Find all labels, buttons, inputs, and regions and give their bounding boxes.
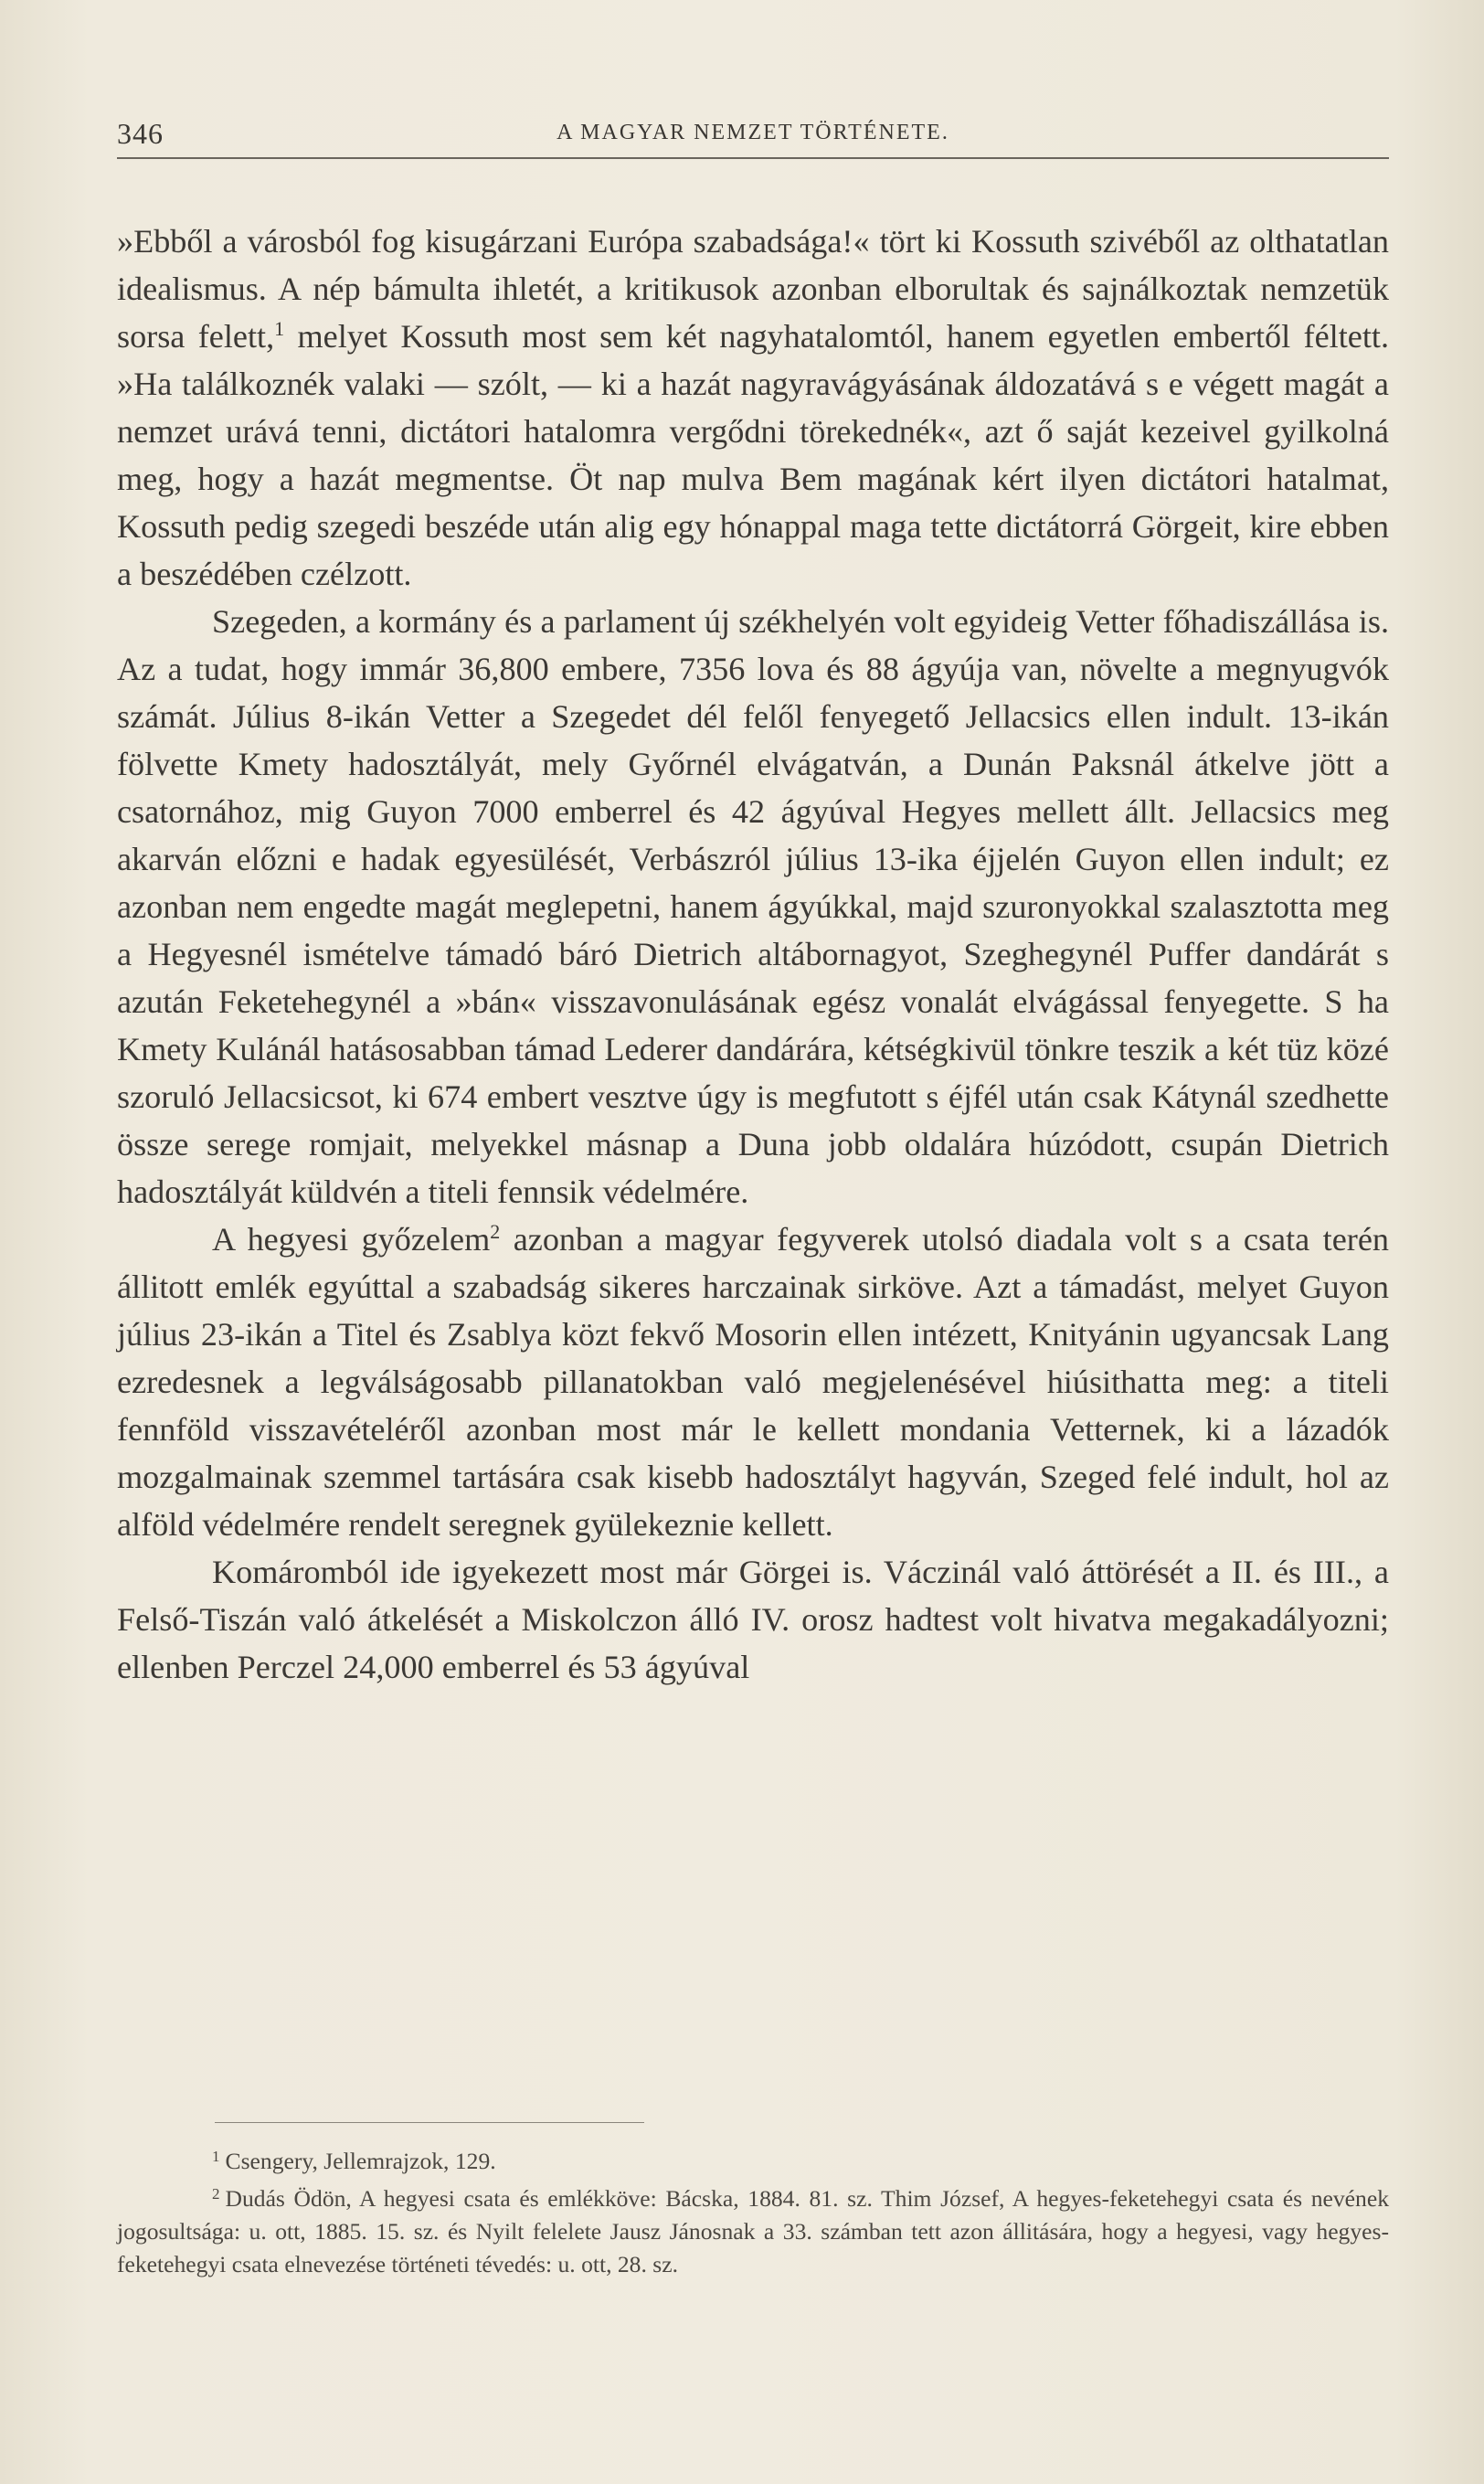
footnote-1-mark: 1 <box>212 2148 220 2165</box>
running-header <box>117 117 1389 159</box>
paragraph-3 <box>117 1215 1389 1548</box>
paragraph-4: Komáromból ide igyekezett most már Görgei is. Váczinál való áttörését a II. és III., a Felső-Tiszán való átkelését a Miskolczon álló IV. orosz hadtest volt hivatva megakadályozni; ellenben Perczel 24,000 emberrel és 53 ágyúval <box>117 1554 1389 1685</box>
paragraph-1 <box>117 218 1389 598</box>
paragraph-1-text-b: melyet Kossuth most sem két nagyhatalomtól, hanem egyetlen embertől féltett. »Ha találkoznék valaki — szólt, — ki a hazát nagyravágyásának áldozatává s e végett magát a nemzet urává tenni, dictátori hatalomra vergődni törekednék«, azt ő saját kezeivel gyilkolná meg, hogy a hazát megmentse. Öt nap mulva Bem magának kért ilyen dictátori hatalmat, Kossuth pedig szegedi beszéde után alig egy hónappal maga tette dictátorrá Görgeit, kire ebben a beszédében czélzott. <box>117 318 1389 592</box>
running-title: A MAGYAR NEMZET TÖRTÉNETE. <box>556 121 949 144</box>
footnote-1-text: Csengery, Jellemrajzok, 129. <box>225 2148 496 2174</box>
footnote-2-text: Dudás Ödön, A hegyesi csata és emlékköve: Bácska, 1884. 81. sz. Thim József, A hegyes-feketehegyi csata és nevének jogosultsága: u. ott, 1885. 15. sz. és Nyilt felelete Jausz Jánosnak a 33. számban tett azon állitására, hogy a hegyesi, vagy hegyes-feketehegyi csata elnevezése történeti tévedés: u. ott, 28. sz. <box>117 2185 1389 2277</box>
footnote-divider <box>215 2122 644 2123</box>
paragraph-3-text-b: azonban a magyar fegyverek utolsó diadala volt s a csata terén állitott emlék egyúttal a szabadság sikeres harczainak sirköve. Azt a támadást, melyet Guyon július 23-ikán a Titel és Zsablya közt fekvő Mosorin ellen intézett, Knityánin ugyancsak Lang ezredesnek a legválságosabb pillanatokban való megjelenésével hiúsithatta meg: a titeli fennföld visszavételéről azonban most már le kellett mondania Vetternek, ki a lázadók mozgalmainak szemmel tartására csak kisebb hadosztályt hagyván, Szeged felé indult, hol az alföld védelmére rendelt seregnek gyülekeznie kellett. <box>117 1221 1389 1543</box>
paragraph-1-text-a: »Ebből a városból fog kisugárzani Európa szabadsága!« tört ki Kossuth szivéből az olthatatlan idealismus. A nép bámulta ihletét, a kritikusok azonban elborultak és sajnálkoztak nemzetük sorsa felett, <box>117 223 1389 355</box>
footnotes <box>117 2140 1389 2281</box>
page-number: 346 <box>117 117 164 150</box>
footnote-1 <box>117 2140 1389 2178</box>
footnote-2-mark: 2 <box>212 2185 220 2203</box>
paragraph-3-text-a: A hegyesi győzelem <box>212 1221 491 1258</box>
footnote-2 <box>117 2178 1389 2281</box>
paragraph-2: Szegeden, a kormány és a parlament új székhelyén volt egyideig Vetter főhadiszállása is. Az a tudat, hogy immár 36,800 embere, 7356 lova és 88 ágyúja van, növelte a megnyugvók számát. Július 8-ikán Vetter a Szegedet dél felől fenyegető Jellacsics ellen indult. 13-ikán fölvette Kmety hadosztályát, mely Győrnél elvágatván, a Dunán Paksnál átkelve jött a csatornához, mig Guyon 7000 emberrel és 42 ágyúval Hegyes mellett állt. Jellacsics meg akarván előzni e hadak egyesülését, Verbászról július 13-ika éjjelén Guyon ellen indult; ez azonban nem engedte magát meglepetni, hanem ágyúkkal, majd szuronyokkal szalasztotta meg a Hegyesnél ismételve támadó báró Dietrich altábornagyot, Szeghegynél Puffer dandárát s azután Feketehegynél a »bán« visszavonulásának egész vonalát elvágással fenyegette. S ha Kmety Kulánál hatásosabban támad Lederer dandárára, kétségkivül tönkre teszik a két tüz közé szoruló Jellacsicsot, ki 674 embert vesztve úgy is megfutott s éjfél után csak Kátynál szedhette össze serege romjait, melyekkel másnap a Duna jobb oldalára húzódott, csupán Dietrich hadosztályát küldvén a titeli fennsik védelmére. <box>117 603 1389 1210</box>
footnote-ref-1: 1 <box>274 316 285 340</box>
footnote-ref-2: 2 <box>490 1219 501 1243</box>
main-text <box>117 218 1389 1691</box>
